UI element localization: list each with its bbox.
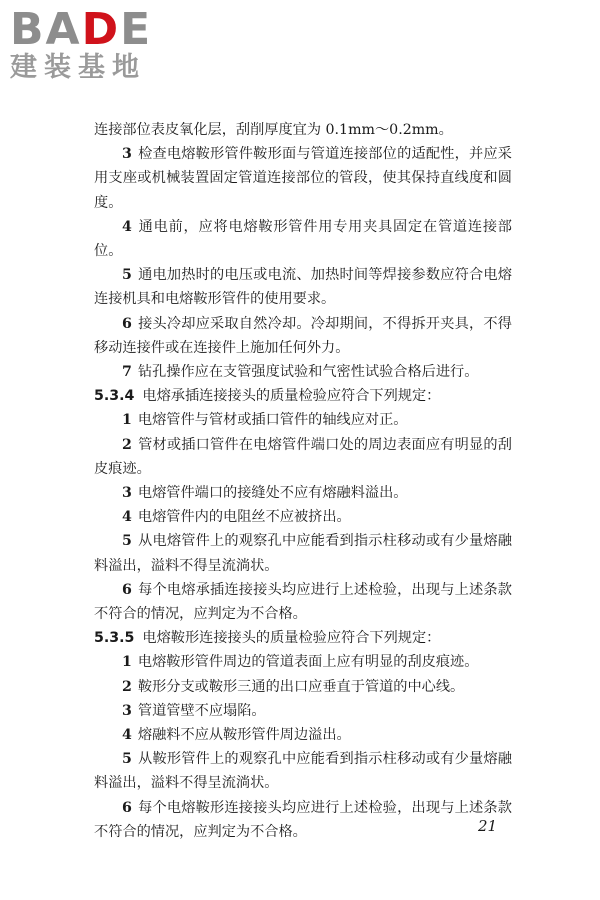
clause: 6 每个电熔承插连接接头均应进行上述检验，出现与上述条款不符合的情况，应判定为不合格。 [94, 581, 512, 623]
clause: 6 每个电熔鞍形连接接头均应进行上述检验，出现与上述条款不符合的情况，应判定为不合格。 [94, 799, 512, 840]
page-number: 21 [478, 817, 498, 835]
clause-number: 5 [122, 751, 132, 768]
clause-number: 3 [122, 485, 132, 502]
clause: 5 从电熔管件上的观察孔中应能看到指示柱移动或有少量熔融料溢出，溢料不得呈流淌状。 [94, 533, 512, 574]
clause: 6 接头冷却应采取自然冷却。冷却期间，不得拆开夹具，不得移动连接件或在连接件上施加任何外力。 [94, 315, 512, 356]
clause: 4 通电前，应将电熔鞍形管件用专用夹具固定在管道连接部位。 [94, 218, 512, 260]
clause-number: 6 [122, 581, 132, 598]
clause-number: 6 [122, 799, 132, 816]
clause-number: 4 [122, 727, 132, 744]
clause-number: 4 [122, 509, 132, 526]
clause-number: 1 [122, 654, 132, 671]
clause-number: 5 [122, 533, 132, 550]
clause: 5 从鞍形管件上的观察孔中应能看到指示柱移动或有少量熔融料溢出，溢料不得呈流淌状。 [94, 751, 512, 792]
clause: 4 电熔管件内的电阻丝不应被挤出。 [122, 509, 351, 526]
clause-number: 2 [122, 436, 132, 453]
section-number: 5.3.5 [94, 630, 135, 647]
clause-number: 2 [122, 678, 132, 695]
clause: 5 通电加热时的电压或电流、加热时间等焊接参数应符合电熔连接机具和电熔鞍形管件的使用要求。 [94, 267, 512, 308]
clause-number: 6 [122, 315, 132, 332]
clause-number: 5 [122, 267, 132, 284]
section-heading: 5.3.4 电熔承插连接接头的质量检验应符合下列规定： [94, 388, 441, 405]
clause: 1 电熔管件与管材或插口管件的轴线应对正。 [122, 412, 408, 429]
page-body [94, 118, 512, 844]
clause: 4 熔融料不应从鞍形管件周边溢出。 [122, 727, 351, 744]
section-heading: 5.3.5 电熔鞍形连接接头的质量检验应符合下列规定： [94, 630, 441, 647]
clause-number: 7 [122, 364, 132, 381]
clause: 3 检查电熔鞍形管件鞍形面与管道连接部位的适配性，并应采用支座或机械装置固定管道连接部位的管段，使其保持直线度和圆度。 [94, 146, 512, 211]
clause: 2 管材或插口管件在电熔管件端口处的周边表面应有明显的刮皮痕迹。 [94, 436, 512, 477]
section-number: 5.3.4 [94, 388, 135, 405]
clause-number: 1 [122, 412, 132, 429]
logo-wordmark: BADE [10, 4, 153, 55]
clause: 2 鞍形分支或鞍形三通的出口应垂直于管道的中心线。 [122, 678, 465, 695]
logo [10, 6, 185, 84]
clause-number: 3 [122, 702, 132, 719]
clause: 7 钻孔操作应在支管强度试验和气密性试验合格后进行。 [122, 364, 479, 381]
paragraph: 连接部位表皮氧化层，刮削厚度宜为 0.1mm～0.2mm。 [94, 122, 453, 138]
clause-number: 4 [122, 218, 132, 235]
clause: 3 电熔管件端口的接缝处不应有熔融料溢出。 [122, 485, 408, 502]
logo-subtitle: 建装基地 [10, 52, 146, 83]
clause-number: 3 [122, 146, 132, 163]
clause: 1 电熔鞍形管件周边的管道表面上应有明显的刮皮痕迹。 [122, 654, 479, 671]
clause: 3 管道管壁不应塌陷。 [122, 702, 266, 719]
